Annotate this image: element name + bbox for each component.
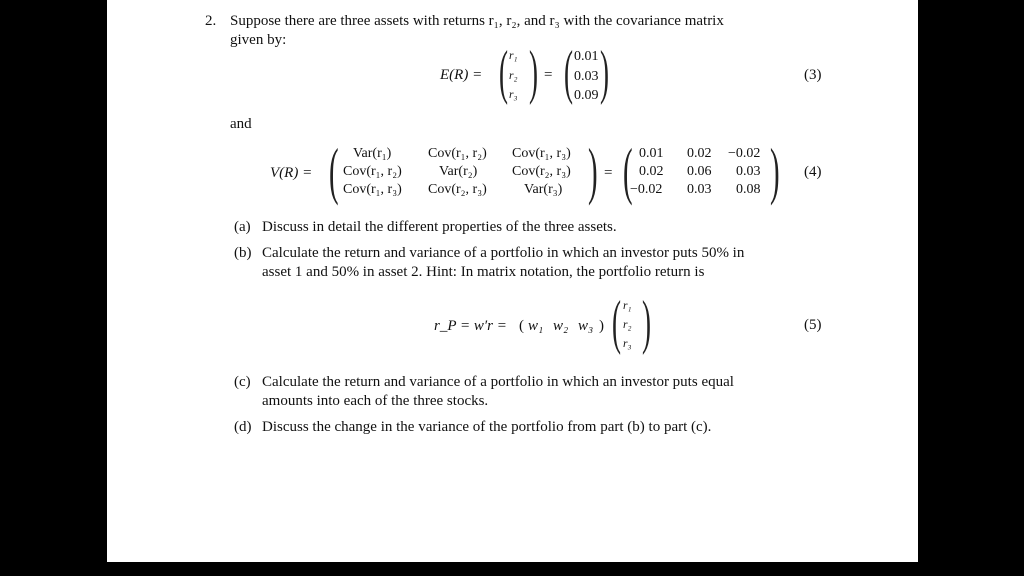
and-word: and: [230, 116, 252, 132]
eq3-lhs: E(R) =: [440, 67, 483, 83]
eq5-lhs: r_P = w′r =: [434, 318, 507, 334]
document-page: [107, 0, 918, 562]
eq4-num-1-1: 0.01: [639, 146, 664, 161]
eq5-number: (5): [804, 317, 822, 333]
eq3-vector-r2: r₂: [509, 70, 518, 82]
problem-intro-line1: Suppose there are three assets with returns r₁, r₂, and r₃ with the covariance matrix: [230, 13, 724, 29]
eq3-right-paren-2: ): [600, 39, 609, 105]
eq4-sym-2-1: Cov(r₁, r₂): [343, 164, 402, 179]
eq4-right-paren-1: ): [588, 135, 598, 206]
eq5-w1: w₁: [528, 318, 544, 334]
part-c-label: (c): [234, 374, 251, 390]
eq5-col-r3: r₃: [623, 338, 632, 350]
eq4-sym-3-1: Cov(r₁, r₃): [343, 182, 402, 197]
eq5-row-open-paren: (: [519, 318, 524, 334]
eq4-sym-2-3: Cov(r₂, r₃): [512, 164, 571, 179]
eq4-num-1-3: −0.02: [728, 146, 761, 161]
eq5-w3: w₃: [578, 318, 594, 334]
part-b-line2: asset 1 and 50% in asset 2. Hint: In matrix notation, the portfolio return is: [262, 264, 705, 280]
eq3-number: (3): [804, 67, 822, 83]
eq3-vector-r3: r₃: [509, 89, 518, 101]
eq3-value-1: 0.01: [574, 49, 599, 64]
eq5-w2: w₂: [553, 318, 569, 334]
eq3-left-paren-2: (: [564, 39, 573, 105]
part-b-line1: Calculate the return and variance of a portfolio in which an investor puts 50% in: [262, 245, 745, 261]
eq4-right-paren-2: ): [770, 135, 780, 206]
eq3-value-3: 0.09: [574, 88, 599, 103]
eq4-num-3-2: 0.03: [687, 182, 712, 197]
eq3-vector-r1: r₁: [509, 50, 518, 62]
eq4-number: (4): [804, 164, 822, 180]
eq5-col-r2: r₂: [623, 319, 632, 331]
eq4-sym-2-2: Var(r₂): [439, 164, 478, 179]
eq3-equals: =: [544, 67, 553, 83]
eq4-left-paren-2: (: [623, 135, 633, 206]
part-c-line1: Calculate the return and variance of a portfolio in which an investor puts equal: [262, 374, 734, 390]
eq5-row-close-paren: ): [599, 318, 604, 334]
eq4-num-2-1: 0.02: [639, 164, 664, 179]
eq4-left-paren-1: (: [329, 135, 339, 206]
eq4-num-2-3: 0.03: [736, 164, 761, 179]
eq5-col-right-paren: ): [642, 289, 651, 355]
eq4-num-1-2: 0.02: [687, 146, 712, 161]
eq3-value-2: 0.03: [574, 69, 599, 84]
part-a-label: (a): [234, 219, 251, 235]
eq4-sym-3-3: Var(r₃): [524, 182, 563, 197]
eq3-left-paren-1: (: [499, 39, 508, 105]
eq3-right-paren-1: ): [529, 39, 538, 105]
eq4-sym-1-2: Cov(r₁, r₂): [428, 146, 487, 161]
eq4-sym-1-3: Cov(r₁, r₃): [512, 146, 571, 161]
eq4-num-3-1: −0.02: [630, 182, 663, 197]
part-b-label: (b): [234, 245, 252, 261]
eq4-num-3-3: 0.08: [736, 182, 761, 197]
part-d-label: (d): [234, 419, 252, 435]
eq5-col-r1: r₁: [623, 300, 632, 312]
part-a-text: Discuss in detail the different properties of the three assets.: [262, 219, 617, 235]
problem-number: 2.: [205, 13, 217, 29]
eq4-lhs: V(R) =: [270, 165, 313, 181]
eq5-col-left-paren: (: [612, 289, 621, 355]
eq4-num-2-2: 0.06: [687, 164, 712, 179]
problem-intro-line2: given by:: [230, 32, 287, 48]
eq4-equals: =: [604, 165, 613, 181]
eq4-sym-3-2: Cov(r₂, r₃): [428, 182, 487, 197]
part-c-line2: amounts into each of the three stocks.: [262, 393, 489, 409]
part-d-text: Discuss the change in the variance of the portfolio from part (b) to part (c).: [262, 419, 712, 435]
eq4-sym-1-1: Var(r₁): [353, 146, 392, 161]
